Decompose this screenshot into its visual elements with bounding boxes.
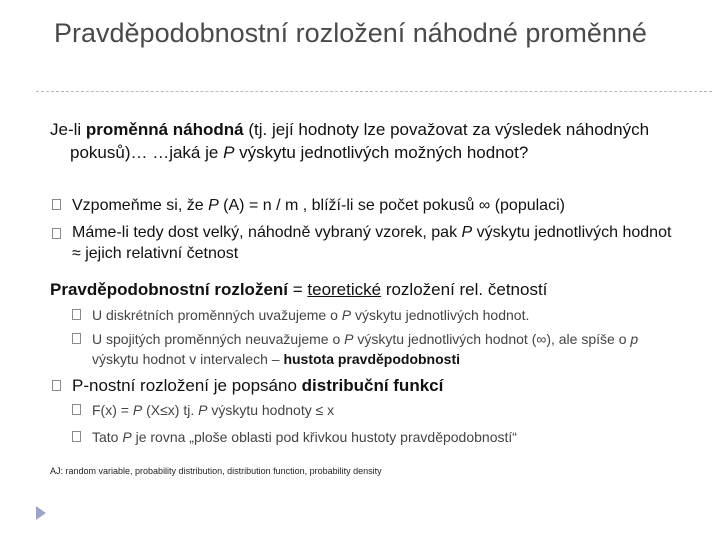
heading2-post: rozložení rel. četností xyxy=(381,280,548,299)
square-bullet-icon xyxy=(72,431,81,444)
intro-p: P xyxy=(223,143,235,162)
sub2-bold: hustota pravděpodobnosti xyxy=(283,351,460,367)
square-bullet-icon xyxy=(52,380,61,393)
heading2-underline: teoretické xyxy=(307,280,382,299)
intro-mid: (tj. její hodnoty lze považovat za výsledek náhodných pokusů)… …jaká je xyxy=(70,120,650,162)
intro-paragraph xyxy=(50,118,710,164)
english-terms-caption: AJ: random variable, probability distribution, distribution function, probability density xyxy=(50,466,382,476)
slide-title: Pravděpodobnostní rozložení náhodné proměnné xyxy=(54,18,647,48)
bullet3-pre: P-nostní rozložení je popsáno xyxy=(72,376,302,395)
intro-post: výskytu jednotlivých možných hodnot? xyxy=(234,143,529,162)
sub4-post: je rovna „ploše oblasti pod křivkou hustoty pravděpodobností“ xyxy=(131,429,517,445)
bullet1-formula: (A) = n / m xyxy=(218,197,299,214)
definition-heading xyxy=(50,278,700,301)
square-bullet-icon xyxy=(52,199,61,212)
heading2-eq: = xyxy=(288,280,308,299)
square-bullet-icon xyxy=(52,228,61,241)
sub1-pre: U diskrétních proměnných uvažujeme o xyxy=(92,307,342,323)
sub2-post: výskytu hodnot v intervalech – xyxy=(92,351,284,367)
sub3-p: P xyxy=(132,402,143,418)
sub2-pre: U spojitých proměnných neuvažujeme o xyxy=(92,331,345,347)
sub3-p2: P xyxy=(198,402,208,418)
bullet2-pre: Máme-li tedy dost velký, náhodně vybraný vzorek, pak xyxy=(72,224,462,241)
bullet-recall xyxy=(72,194,692,217)
sub2-p: P xyxy=(344,331,354,347)
sub4-p: P xyxy=(122,429,132,445)
sub1-post: výskytu jednotlivých hodnot. xyxy=(351,307,530,323)
intro-pre: Je-li xyxy=(50,120,86,139)
square-bullet-icon xyxy=(72,309,81,322)
sub3-pre: F(x) = xyxy=(92,402,133,418)
sub-continuous xyxy=(92,329,682,369)
sub2-mid: výskytu jednotlivých hodnot (∞), ale spíše o xyxy=(353,331,631,347)
sub3-post: výskytu hodnoty ≤ x xyxy=(207,402,335,418)
square-bullet-icon xyxy=(72,404,81,417)
bullet1-p: P xyxy=(208,197,219,214)
bullet1-pre: Vzpomeňme si, že xyxy=(72,197,209,214)
sub3-mid: (X≤x) tj. xyxy=(142,402,199,418)
bullet1-post: , blíží-li se počet pokusů ∞ (populaci) xyxy=(298,197,565,214)
square-bullet-icon xyxy=(72,333,81,346)
sub-cdf xyxy=(92,400,692,420)
bullet3-bold: distribuční funkcí xyxy=(301,376,444,395)
heading2-bold: Pravděpodobnostní rozložení xyxy=(50,280,289,299)
sub-area xyxy=(92,427,692,447)
title-divider xyxy=(36,91,712,92)
triangle-arrow-icon[interactable] xyxy=(36,506,46,520)
sub4-pre: Tato xyxy=(92,429,123,445)
bullet2-post: výskytu jednotlivých hodnot ≈ jejich relativní četnost xyxy=(72,224,672,262)
sub2-p2: p xyxy=(630,331,639,347)
bullet-distribution xyxy=(72,374,692,397)
sub1-p: P xyxy=(341,307,352,323)
intro-bold: proměnná náhodná xyxy=(85,120,244,139)
bullet2-p: P xyxy=(461,224,473,241)
sub-discrete xyxy=(92,305,692,325)
bullet-sample xyxy=(72,222,672,264)
